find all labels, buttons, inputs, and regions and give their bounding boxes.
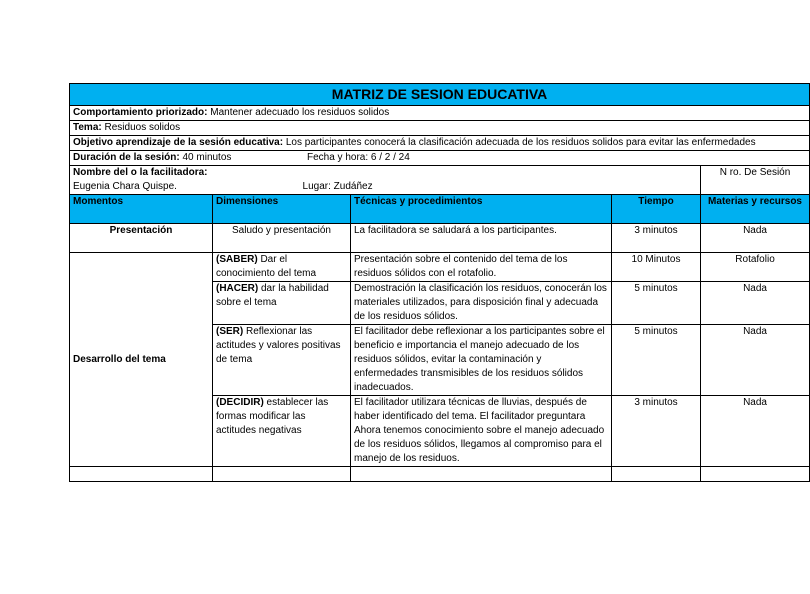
facilitador-name-line: [73, 180, 697, 194]
dimension-cell: [213, 253, 351, 282]
tiempo-cell: 5 minutos: [612, 325, 701, 396]
header-tiempo: Tiempo: [612, 195, 701, 224]
tiempo-cell: 5 minutos: [612, 282, 701, 325]
facilitador-name: Eugenia Chara Quispe.: [73, 181, 177, 192]
recursos-cell: Nada: [701, 396, 810, 467]
comportamiento-label: Comportamiento priorizado:: [73, 107, 208, 118]
recursos-cell: Nada: [701, 282, 810, 325]
recursos-cell: Rotafolio: [701, 253, 810, 282]
objetivo-label: Objetivo aprendizaje de la sesión educativa:: [73, 137, 284, 148]
dimension-text: Dar el conocimiento del tema: [216, 254, 317, 279]
tecnica-cell: El facilitador debe reflexionar a los participantes sobre el beneficio e importancia el manejo adecuado de los residuos sólidos, evitar la contaminación y enfermedades transmisibles de los residuos sólidos inadecuados.: [351, 325, 612, 396]
dimension-text: dar la habilidad sobre el tema: [216, 283, 329, 308]
empty-cell: [612, 467, 701, 482]
duracion-value: 40 minutos: [182, 152, 232, 163]
table-header: [70, 195, 810, 224]
presentacion-dimension: Saludo y presentación: [213, 224, 351, 253]
tema-label: Tema:: [73, 122, 102, 133]
dimension-cell: [213, 282, 351, 325]
facilitador-label: Nombre del o la facilitadora:: [73, 167, 208, 178]
session-table: [69, 83, 810, 482]
header-momentos: Momentos: [70, 195, 213, 224]
tiempo-cell: 3 minutos: [612, 396, 701, 467]
tema-row: [70, 121, 810, 136]
empty-cell: [701, 467, 810, 482]
comportamiento-value: Mantener adecuado los residuos solidos: [210, 107, 390, 118]
header-dimensiones: Dimensiones: [213, 195, 351, 224]
empty-cell: [70, 467, 213, 482]
dimension-bold: (SABER): [216, 254, 258, 265]
dimension-cell: [213, 325, 351, 396]
header-recursos: Materias y recursos: [701, 195, 810, 224]
lugar: Lugar: Zudáñez: [302, 181, 373, 192]
header-tecnicas: Técnicas y procedimientos: [351, 195, 612, 224]
dimension-bold: (DECIDIR): [216, 397, 264, 408]
empty-cell: [351, 467, 612, 482]
tecnica-cell: El facilitador utilizara técnicas de lluvias, después de haber identificado del tema. El facilitador preguntara Ahora tenemos conocimiento sobre el manejo adecuado de los residuos sólidos, llegamos al compromiso para el manejo de los residuos.: [351, 396, 612, 467]
dimension-text: establecer las formas modificar las actitudes negativas: [216, 397, 329, 436]
presentacion-recursos: Nada: [701, 224, 810, 253]
comportamiento-row: [70, 106, 810, 121]
dimension-text: Reflexionar las actitudes y valores positivas de tema: [216, 326, 341, 365]
dimension-bold: (SER): [216, 326, 244, 337]
duracion-label: Duración de la sesión:: [73, 152, 180, 163]
objetivo-row: [70, 136, 810, 151]
session-matrix: [69, 83, 802, 482]
desarrollo-momento: Desarrollo del tema: [70, 253, 213, 467]
dimension-bold: (HACER): [216, 283, 259, 294]
table-row: [70, 224, 810, 253]
tema-value: Residuos solidos: [104, 122, 181, 133]
dimension-cell: [213, 396, 351, 467]
tecnica-cell: Presentación sobre el contenido del tema de los residuos sólidos con el rotafolio.: [351, 253, 612, 282]
facilitador-cell: [70, 166, 701, 195]
presentacion-momento: Presentación: [70, 224, 213, 253]
presentacion-tiempo: 3 minutos: [612, 224, 701, 253]
sesion-cell: N ro. De Sesión: [701, 166, 810, 195]
table-row: [70, 253, 810, 282]
recursos-cell: Nada: [701, 325, 810, 396]
fecha-hora: Fecha y hora: 6 / 2 / 24: [306, 152, 410, 163]
duracion-row: [70, 151, 810, 166]
empty-cell: [213, 467, 351, 482]
tecnica-cell: Demostración la clasificación los residuos, conocerán los materiales utilizados, para disposición final y adecuada de los residuos sólidos.: [351, 282, 612, 325]
objetivo-value: Los participantes conocerá la clasificación adecuada de los residuos solidos para evitar las enfermedades: [285, 137, 756, 148]
table-row-empty: [70, 467, 810, 482]
tiempo-cell: 10 Minutos: [612, 253, 701, 282]
presentacion-tecnica: La facilitadora se saludará a los participantes.: [351, 224, 612, 253]
page-title: MATRIZ DE SESION EDUCATIVA: [70, 84, 810, 106]
